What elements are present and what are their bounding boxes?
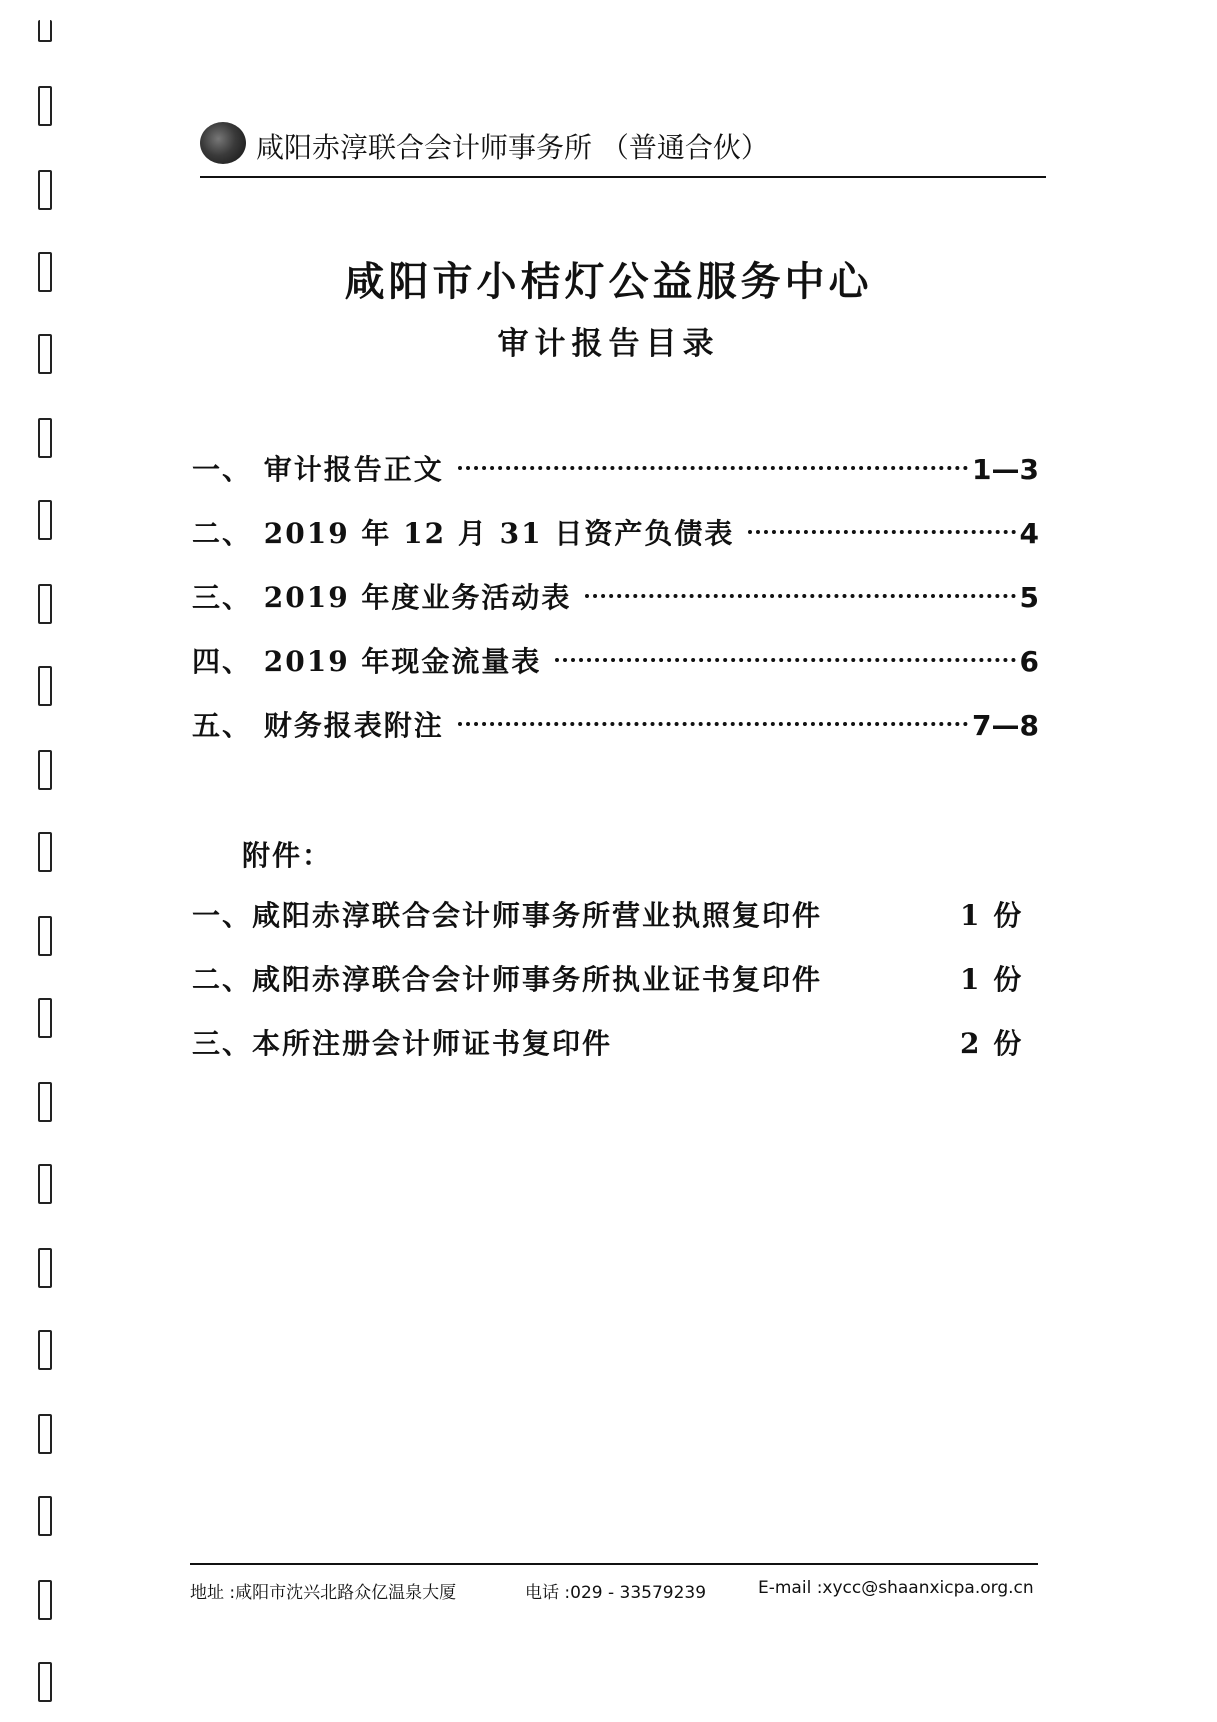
binding-hole <box>38 86 52 126</box>
toc-leader-dots <box>555 658 1015 662</box>
toc-entry-label: 四、 2019 年现金流量表 <box>192 645 542 678</box>
toc-entry-page: 7—8 <box>972 709 1039 742</box>
footer-address: 地址 :咸阳市沈兴北路众亿温泉大厦 <box>190 1583 457 1603</box>
attachment-count: 2 份 <box>960 1027 1024 1060</box>
binding-hole <box>38 750 52 790</box>
attachments-list <box>192 894 1022 1086</box>
firm-logo <box>200 122 246 164</box>
toc-leader-dots <box>748 530 1015 534</box>
binding-hole <box>38 1580 52 1620</box>
toc-entry-label: 五、 财务报表附注 <box>192 709 444 742</box>
binding-hole <box>38 1414 52 1454</box>
firm-name: 咸阳赤淳联合会计师事务所 （普通合伙） <box>256 131 769 164</box>
attachment-count: 1 份 <box>960 899 1024 932</box>
binding-hole <box>38 998 52 1038</box>
binding-hole <box>38 1082 52 1122</box>
attachment-item <box>192 894 1022 958</box>
toc-entry-page: 1—3 <box>972 453 1039 486</box>
binding-hole <box>38 20 52 42</box>
toc-entry <box>192 576 1039 640</box>
binding-hole <box>38 666 52 706</box>
toc-leader-dots <box>458 722 968 726</box>
binding-hole <box>38 500 52 540</box>
binding-hole <box>38 418 52 458</box>
binding-hole <box>38 1248 52 1288</box>
toc-leader-dots <box>458 466 968 470</box>
document-title: 咸阳市小桔灯公益服务中心 <box>344 258 873 305</box>
attachment-label: 一、咸阳赤淳联合会计师事务所营业执照复印件 <box>192 899 823 932</box>
toc-entry <box>192 704 1039 768</box>
footer-divider <box>190 1563 1038 1565</box>
binding-hole <box>38 1496 52 1536</box>
binding-hole <box>38 1662 52 1702</box>
document-subtitle: 审计报告目录 <box>497 326 720 362</box>
toc-leader-dots <box>585 594 1015 598</box>
attachments-heading: 附件： <box>242 839 333 872</box>
binding-hole <box>38 584 52 624</box>
binding-hole <box>38 170 52 210</box>
toc-entry-label: 一、 审计报告正文 <box>192 453 444 486</box>
attachment-label: 三、本所注册会计师证书复印件 <box>192 1027 613 1060</box>
toc-entry-label: 三、 2019 年度业务活动表 <box>192 581 572 614</box>
toc-entry <box>192 640 1039 704</box>
binding-hole <box>38 832 52 872</box>
header-divider <box>200 176 1046 178</box>
letterhead <box>200 122 1046 178</box>
binding-hole <box>38 916 52 956</box>
binding-hole <box>38 1330 52 1370</box>
footer-email: E-mail :xycc@shaanxicpa.org.cn <box>758 1578 1034 1598</box>
attachment-count: 1 份 <box>960 963 1024 996</box>
toc-entry-label: 二、 2019 年 12 月 31 日资产负债表 <box>192 517 735 550</box>
toc-entry-page: 4 <box>1019 517 1039 550</box>
toc-entry <box>192 448 1039 512</box>
attachment-item <box>192 958 1022 1022</box>
binding-hole <box>38 1164 52 1204</box>
toc-entry-page: 6 <box>1019 645 1039 678</box>
footer-phone: 电话 :029 - 33579239 <box>525 1583 707 1603</box>
toc-entry-page: 5 <box>1019 581 1039 614</box>
table-of-contents <box>192 448 1039 768</box>
attachment-item <box>192 1022 1022 1086</box>
attachment-label: 二、咸阳赤淳联合会计师事务所执业证书复印件 <box>192 963 823 996</box>
toc-entry <box>192 512 1039 576</box>
